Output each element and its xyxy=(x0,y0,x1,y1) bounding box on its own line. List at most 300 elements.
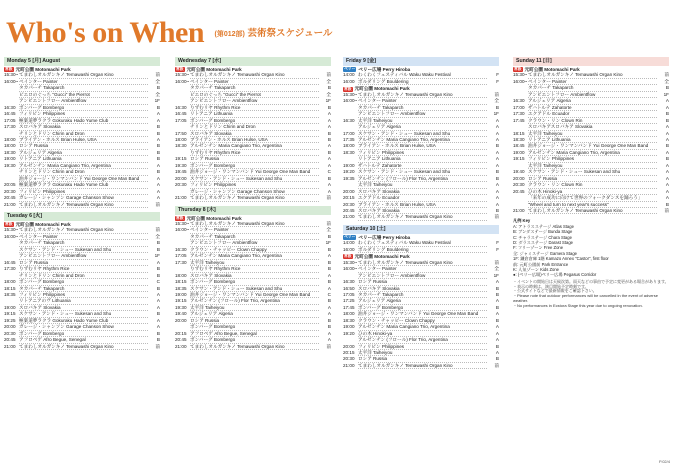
row-stage: 前 xyxy=(326,343,331,349)
row-stage: A xyxy=(327,143,331,149)
row-stage: 全 xyxy=(326,91,331,97)
row-performer: アンビエントフロー Ambientflow xyxy=(19,98,148,104)
row-time: 21:00 xyxy=(343,362,355,368)
row-stage: 前 xyxy=(326,220,331,226)
day-header: Tuesday 6 [火] xyxy=(4,212,160,221)
row-stage: A xyxy=(156,188,160,194)
row-stage: A xyxy=(495,130,499,136)
row-stage: A xyxy=(495,279,499,285)
row-time: 17:30 xyxy=(4,124,16,130)
row-time: 15:30~ xyxy=(343,259,358,265)
day-header: Monday 5 [月] August xyxy=(4,57,160,66)
row-performer: ペインター Painter xyxy=(358,266,487,272)
page-title: Who's on When xyxy=(6,16,205,49)
row-stage: B xyxy=(495,285,499,291)
row-stage: A xyxy=(665,169,669,175)
row-performer: スロバキア Slovakia xyxy=(190,273,319,279)
row-performer: アルゼンチン Maria Cangiano Trio, Argentina xyxy=(190,253,319,259)
row-stage: B xyxy=(327,259,331,265)
legend-item: 1F: 鎌倉倉庫 1階 Kamazo Annex "Castor", first floor xyxy=(513,256,609,262)
row-time: 18:30 xyxy=(175,143,187,149)
row-stage: B xyxy=(156,272,160,278)
row-performer: アルジェリア Algeria xyxy=(190,311,319,317)
row-time: 19:30 xyxy=(4,162,16,168)
row-stage: 1F xyxy=(325,240,331,246)
row-stage: B xyxy=(495,317,499,323)
row-time: 16:00~ xyxy=(343,98,358,104)
row-stage: B xyxy=(327,324,331,330)
row-stage: A xyxy=(327,304,331,310)
row-stage: A xyxy=(665,98,669,104)
row-stage: 前 xyxy=(494,91,499,97)
row-time: 17:05 xyxy=(175,117,187,123)
row-performer: アンビエントフロー Ambientflow xyxy=(358,273,487,279)
row-stage: A xyxy=(665,149,669,155)
schedule-row xyxy=(343,214,499,220)
row-stage: 前 xyxy=(494,214,499,220)
row-performer: タカパーチ Takaparch xyxy=(190,85,319,91)
legend-item: D: ダラスステージ Darast Stage xyxy=(513,240,573,246)
row-time: 15:30~ xyxy=(175,72,190,78)
row-performer: フィリピン Philippines xyxy=(190,182,319,188)
row-time: 19:40 xyxy=(513,169,525,175)
row-stage: A xyxy=(327,311,331,317)
row-performer: スケサン・アンド・シュー Sukesan and Shu xyxy=(19,311,148,317)
row-stage: 1F xyxy=(663,91,669,97)
row-stage: B xyxy=(156,85,160,91)
legend-key xyxy=(513,218,669,277)
row-stage: B xyxy=(495,207,499,213)
row-time: 16:45 xyxy=(4,259,16,265)
row-time: 17:00 xyxy=(513,104,525,110)
row-performer: ブライアン・ホルス Brian Hulse, USA xyxy=(190,137,319,143)
row-time: 17:05 xyxy=(4,117,16,123)
row-stage: 前 xyxy=(494,259,499,265)
day-block xyxy=(343,225,499,370)
row-stage: A xyxy=(156,136,160,142)
row-time: 21:00 xyxy=(175,195,187,201)
row-time: 17:35 xyxy=(343,136,355,142)
row-time: 21:00 xyxy=(4,201,16,207)
row-time: 14:00 xyxy=(343,240,355,246)
schedule-column xyxy=(175,57,331,354)
row-stage: 前 xyxy=(494,362,499,368)
row-stage: B xyxy=(156,169,160,175)
row-stage: A xyxy=(495,298,499,304)
row-stage: A xyxy=(495,149,499,155)
legend-item: K: 人気ゾーン Kids Zone xyxy=(513,267,559,273)
row-time: 16:00~ xyxy=(4,78,19,84)
row-time: 19:00 xyxy=(4,304,16,310)
row-performer: リトアニア Lithuania xyxy=(358,156,487,162)
row-performer: 油井ジョージ・ワンマンバンド Yui George One Man Band xyxy=(190,169,319,175)
row-performer: アンビエントフロー Ambientflow xyxy=(358,111,487,117)
row-stage: B xyxy=(327,149,331,155)
row-stage: A xyxy=(665,104,669,110)
row-time: 19:00 xyxy=(343,162,355,168)
row-performer: アルジェリア Algeria xyxy=(358,298,487,304)
row-stage: A xyxy=(495,350,499,356)
row-time: 19:20 xyxy=(343,330,355,336)
schedule-row xyxy=(175,344,331,350)
row-performer: 太平洋 Taiheiyou xyxy=(358,350,487,356)
venue-tag: ペリー xyxy=(344,235,356,240)
row-performer: アルジェリア Algeria xyxy=(358,124,487,130)
row-performer: ペインター Painter xyxy=(528,79,657,85)
row-performer: アフロベゲ Afro Begue, Senegal xyxy=(19,337,148,343)
row-time: 15:30~ xyxy=(4,227,19,233)
row-stage: A xyxy=(327,330,331,336)
row-performer: てまわしオルガンキノ Temawashi Organ Kino xyxy=(358,363,487,369)
row-performer: アルゼンチン (フロール) Flor Trio, Argentina xyxy=(358,176,487,182)
row-stage: B xyxy=(495,175,499,181)
row-performer: スケサン・アンド・シュー Sukesan and Shu xyxy=(358,169,487,175)
row-stage: B xyxy=(327,130,331,136)
row-performer: タカパーチ Takaparch xyxy=(190,234,319,240)
row-time: 19:15 xyxy=(175,298,187,304)
row-stage: B xyxy=(156,124,160,130)
row-performer: タカパーチ Takaparch xyxy=(528,85,657,91)
row-stage: 1F xyxy=(325,98,331,104)
row-performer: アルジェリア Algeria xyxy=(19,150,148,156)
subtitle-small: (第012部) xyxy=(214,31,245,38)
venue-tag: 常設 xyxy=(344,86,352,91)
row-performer: ブライアン・ホルス Brian Hulse, USA xyxy=(358,143,487,149)
row-performer: ロシア Russia xyxy=(358,356,487,362)
row-stage: A xyxy=(156,162,160,168)
row-time: 21:00 xyxy=(343,214,355,220)
row-time: 16:00~ xyxy=(4,233,19,239)
row-time: 17:05 xyxy=(175,253,187,259)
row-time: 16:30 xyxy=(175,104,187,110)
row-performer: フィリピン Philippines xyxy=(358,150,487,156)
row-performer: ペインター Painter xyxy=(190,79,319,85)
row-stage: 全 xyxy=(326,227,331,233)
row-performer: ブライアン・ホルス Brian Hulse, USA xyxy=(358,202,487,208)
row-stage: B xyxy=(327,175,331,181)
row-performer: てまわしオルガンキノ Temawashi Organ Kino xyxy=(358,260,487,266)
row-performer: フィリピン Philippines xyxy=(358,344,487,350)
row-stage: C xyxy=(156,279,160,285)
row-performer: タカパーチ Takaparch xyxy=(19,85,148,91)
row-time: 16:30 xyxy=(343,279,355,285)
page-number: P.02/4 xyxy=(658,459,670,464)
row-time: 20:00 xyxy=(175,175,187,181)
row-performer: ひの木 Hinoki-ya xyxy=(528,189,657,195)
row-time: 19:00 xyxy=(513,149,525,155)
row-time: 16:00~ xyxy=(175,78,190,84)
row-stage: A xyxy=(495,156,499,162)
legend-item: ●: (ペリー広場)ペリー広場 Pegasus Corridor xyxy=(513,272,597,278)
note-line: ・Please note that outdoor performances will be cancelled in the event of adverse weather. xyxy=(513,293,658,304)
row-performer: てまわしオルガンキノ Temawashi Organ Kino xyxy=(190,221,319,227)
row-performer: 油井ジョージ・ワンマンバンド Yui George One Man Band xyxy=(190,292,319,298)
row-stage: B xyxy=(665,85,669,91)
row-stage: F xyxy=(496,240,499,246)
row-time: 19:25 xyxy=(4,317,16,323)
row-stage: 前 xyxy=(155,72,160,78)
row-performer: スケサン・アンド・シュー Sukesan and Shu xyxy=(528,169,657,175)
legend-item: 全: ジャミステージ Gamera Stage xyxy=(513,250,577,256)
row-time: 16:30 xyxy=(513,98,525,104)
row-stage: 全 xyxy=(326,78,331,84)
row-stage: A xyxy=(327,182,331,188)
row-stage: A xyxy=(156,182,160,188)
row-performer: わくわくフェスティバル Waku Waku Festival xyxy=(358,240,487,246)
row-performer: アルゼンチン (フロール) Flor Trio, Argentina xyxy=(358,337,487,343)
row-performer: スケサン・アンド・シュー Sukesan and Shu xyxy=(190,176,319,182)
row-time: 18:00 xyxy=(4,136,16,142)
row-time: 18:00 xyxy=(4,143,16,149)
row-time: 20:30 xyxy=(175,182,187,188)
row-stage: B xyxy=(327,246,331,252)
row-stage: B xyxy=(156,266,160,272)
row-performer: アルゼンチン Maria Cangiano Trio, Argentina xyxy=(358,324,487,330)
row-stage: 前 xyxy=(155,227,160,233)
schedule-row xyxy=(4,202,160,208)
row-stage: 全 xyxy=(155,78,160,84)
row-performer: てまわしオルガンキノ Temawashi Organ Kino xyxy=(358,214,487,220)
row-performer: ボンバーグ Bombergo xyxy=(19,105,148,111)
row-time: 15:30~ xyxy=(175,220,190,226)
row-time: 20:45 xyxy=(513,188,525,194)
row-performer: てまわしオルガンキノ Temawashi Organ Kino xyxy=(528,208,657,214)
row-performer: アルゼンチン Maria Cangiano Trio, Argentina xyxy=(19,163,148,169)
row-performer: クラウン・チャッピー Clown Chappy xyxy=(190,247,319,253)
venue-name: ペリー広場 Perry Hiroba xyxy=(358,234,411,240)
row-stage: F xyxy=(496,78,499,84)
row-stage: A xyxy=(156,298,160,304)
row-performer: アルゼンチン Maria Cangiano Trio, Argentina xyxy=(528,150,657,156)
row-time: 19:45 xyxy=(175,169,187,175)
row-performer: てまわしオルガンキノ Temawashi Organ Kino xyxy=(528,72,657,78)
row-performer: チリンとドリン Chirin and Dron xyxy=(19,169,148,175)
page-subtitle xyxy=(214,25,332,39)
row-performer: タカパーチ Takaparch xyxy=(358,105,487,111)
row-stage: 全 xyxy=(494,266,499,272)
row-performer: ガレージ・シャンソン Garage Chanson Show xyxy=(19,195,148,201)
row-time: 20:45 xyxy=(4,337,16,343)
schedule-column xyxy=(343,57,499,373)
row-performer: 太平洋 Taiheiyou xyxy=(528,131,657,137)
venue-name: ペリー広場 Perry Hiroba xyxy=(358,67,411,72)
row-performer: スロバキア Slovakia xyxy=(358,286,487,292)
row-stage: A xyxy=(156,317,160,323)
row-time: 20:45 xyxy=(175,337,187,343)
row-time: 21:00 xyxy=(175,343,187,349)
row-performer: クラウン・リン Clown Rin xyxy=(528,118,657,124)
row-time: 14:00 xyxy=(343,72,355,78)
day-header: Sunday 11 [日] xyxy=(513,57,669,66)
row-time: 20:30 xyxy=(4,330,16,336)
legend-item: B: ブンダステージ Bunda Stage xyxy=(513,229,573,235)
venue-tag: 常設 xyxy=(5,222,13,227)
day-block xyxy=(175,206,331,351)
row-time: 19:40 xyxy=(175,311,187,317)
row-time: 20:00 xyxy=(343,343,355,349)
row-performer: アンビエントフロー Ambientflow xyxy=(190,240,319,246)
row-time: 17:45 xyxy=(343,304,355,310)
row-performer: ボンバーグ Bombergo xyxy=(19,331,148,337)
row-stage: B xyxy=(495,143,499,149)
row-time: 20:05 xyxy=(4,182,16,188)
row-time: 18:45 xyxy=(513,143,525,149)
row-performer: 極楽道夢ラクラ Gokuraku Hado Yume Club xyxy=(19,318,148,324)
row-time: 19:20 xyxy=(343,169,355,175)
row-stage: 前 xyxy=(664,72,669,78)
row-stage: B xyxy=(495,304,499,310)
row-stage: 1F xyxy=(154,98,160,104)
row-stage: A xyxy=(665,188,669,194)
legend-title: 凡例 Key xyxy=(513,218,531,224)
row-stage: A xyxy=(156,291,160,297)
row-performer: 油井ジョージ・ワンマンバンド Yui George One Man Band xyxy=(19,176,148,182)
row-time: 15:30~ xyxy=(343,91,358,97)
row-stage: A xyxy=(495,117,499,123)
row-stage: B xyxy=(327,298,331,304)
row-performer: てまわしオルガンキノ Temawashi Organ Kino xyxy=(19,227,148,233)
row-performer: てまわしオルガンキノ Temawashi Organ Kino xyxy=(190,344,319,350)
row-time: 21:00 xyxy=(4,343,16,349)
row-stage: A xyxy=(327,188,331,194)
row-performer: てまわしオルガンキノ Temawashi Organ Kino xyxy=(19,344,148,350)
row-stage: B xyxy=(665,117,669,123)
row-stage: 前 xyxy=(326,72,331,78)
row-performer: 油井ジョージ・ワンマンバンド Yui George One Man Band xyxy=(528,143,657,149)
row-performer: エクアドル Ecuador xyxy=(358,195,487,201)
row-stage: B xyxy=(156,246,160,252)
row-time: 19:35 xyxy=(343,175,355,181)
day-header: Wednesday 7 [水] xyxy=(175,57,331,66)
row-stage: A xyxy=(665,130,669,136)
row-stage: B xyxy=(495,169,499,175)
row-performer: アルジェリア Algeria xyxy=(528,98,657,104)
row-time: 17:30 xyxy=(513,111,525,117)
row-stage: A xyxy=(156,195,160,201)
row-stage: 1F xyxy=(154,253,160,259)
row-stage: B xyxy=(156,149,160,155)
venue-name: 元町公園 Motomachi Park xyxy=(354,254,410,260)
row-stage: B xyxy=(156,240,160,246)
row-performer: リトアニアのヴ Lithuania xyxy=(19,298,148,304)
row-stage: A xyxy=(495,162,499,168)
row-stage: A xyxy=(665,162,669,168)
row-stage: A xyxy=(495,124,499,130)
row-performer: スロバキアスロバキア Slovakia xyxy=(528,124,657,130)
row-stage: B xyxy=(156,104,160,110)
row-stage: A xyxy=(495,311,499,317)
row-performer: ガレージ・シャンソン Garage Chanson Show xyxy=(190,189,319,195)
row-stage: A xyxy=(156,259,160,265)
row-performer: 太平洋 Taiheiyou xyxy=(190,260,319,266)
row-performer: リトアニア Lithuania xyxy=(190,111,319,117)
row-stage: A xyxy=(665,136,669,142)
row-stage: C xyxy=(327,169,331,175)
row-time: 18:00 xyxy=(343,143,355,149)
row-performer: 油井ジョージ・ワンマンバンド Yui George One Man Band xyxy=(358,311,487,317)
row-time: 15:30~ xyxy=(513,72,528,78)
row-stage: B xyxy=(495,343,499,349)
row-time: 18:30 xyxy=(343,149,355,155)
row-stage: B xyxy=(327,266,331,272)
row-time: 20:00 xyxy=(343,188,355,194)
schedule-row xyxy=(4,344,160,350)
row-time: 17:30 xyxy=(175,259,187,265)
row-performer: タカパーチ Takaparch xyxy=(19,240,148,246)
day-block xyxy=(343,57,499,221)
row-time: 17:30 xyxy=(4,266,16,272)
day-block xyxy=(4,57,160,208)
row-time: 17:50 xyxy=(175,130,187,136)
row-stage: B xyxy=(327,104,331,110)
row-stage: A xyxy=(665,182,669,188)
row-performer: ピエロのぐっち "Gucci" the Pierrot xyxy=(19,92,148,98)
row-performer: ペインター Painter xyxy=(19,234,148,240)
row-performer: ペインター Painter xyxy=(190,227,319,233)
row-performer: 太平洋 Taiheiyou xyxy=(190,305,319,311)
day-block xyxy=(4,212,160,350)
row-performer: ボンバーグ Bombergo xyxy=(19,279,148,285)
row-performer: ペインター Painter xyxy=(19,79,148,85)
row-performer: ブライアン・ホルス Brian Hulse, USA xyxy=(19,137,148,143)
row-performer: "Wheel and turn to next year's success" xyxy=(528,202,657,208)
row-performer: 「来年の成功に向けて世界のフォークダンスを踊ろう」 xyxy=(528,195,657,201)
row-performer: りずむリヤ Rhythm Rice xyxy=(190,266,319,272)
row-stage: A xyxy=(327,253,331,259)
row-stage: F xyxy=(496,246,499,252)
row-stage: B xyxy=(665,201,669,207)
row-stage: A xyxy=(495,324,499,330)
row-time: 20:30 xyxy=(343,356,355,362)
subtitle-text: 芸術祭スケジュール xyxy=(247,28,333,39)
row-stage: A xyxy=(327,285,331,291)
row-performer: ボンバーグ Bombergo xyxy=(190,118,319,124)
row-time: 20:30 xyxy=(4,188,16,194)
row-time: 16:00~ xyxy=(175,227,190,233)
row-stage: A xyxy=(327,124,331,130)
row-performer: ロシア Russia xyxy=(528,176,657,182)
row-performer: 極楽道夢ラクラ Gokuraku Hado Yume Club xyxy=(19,182,148,188)
row-performer: ザハトルテ Zahatorte xyxy=(358,163,487,169)
row-stage: B xyxy=(327,233,331,239)
row-stage: A xyxy=(495,188,499,194)
row-time: 18:35 xyxy=(175,285,187,291)
row-time: 18:00 xyxy=(4,279,16,285)
row-performer: ボンバーグ Bombergo xyxy=(358,305,487,311)
row-time: 20:45 xyxy=(343,207,355,213)
row-time: 17:25 xyxy=(343,298,355,304)
row-performer: フィリピン Philippines xyxy=(528,156,657,162)
row-stage: A xyxy=(327,162,331,168)
row-stage: 前 xyxy=(326,195,331,201)
row-performer: ザハトルテ Zahatorte xyxy=(528,105,657,111)
row-stage: B xyxy=(495,356,499,362)
row-time: 16:00~ xyxy=(343,266,358,272)
row-performer: ひの木 Hinoki-ya xyxy=(358,331,487,337)
row-stage: A xyxy=(327,117,331,123)
row-stage: B xyxy=(495,104,499,110)
row-time: 16:45 xyxy=(4,111,16,117)
row-stage: A xyxy=(665,124,669,130)
row-performer: てまわしオルガンキノ Temawashi Organ Kino xyxy=(19,72,148,78)
row-time: 19:15 xyxy=(513,156,525,162)
schedule-row xyxy=(343,247,499,253)
day-block xyxy=(513,57,669,214)
row-stage: A xyxy=(495,182,499,188)
row-performer: てまわしオルガンキノ Temawashi Organ Kino xyxy=(358,92,487,98)
row-performer: クラウン・チャッピー Clown Chappy xyxy=(358,318,487,324)
row-time: 18:00 xyxy=(175,136,187,142)
